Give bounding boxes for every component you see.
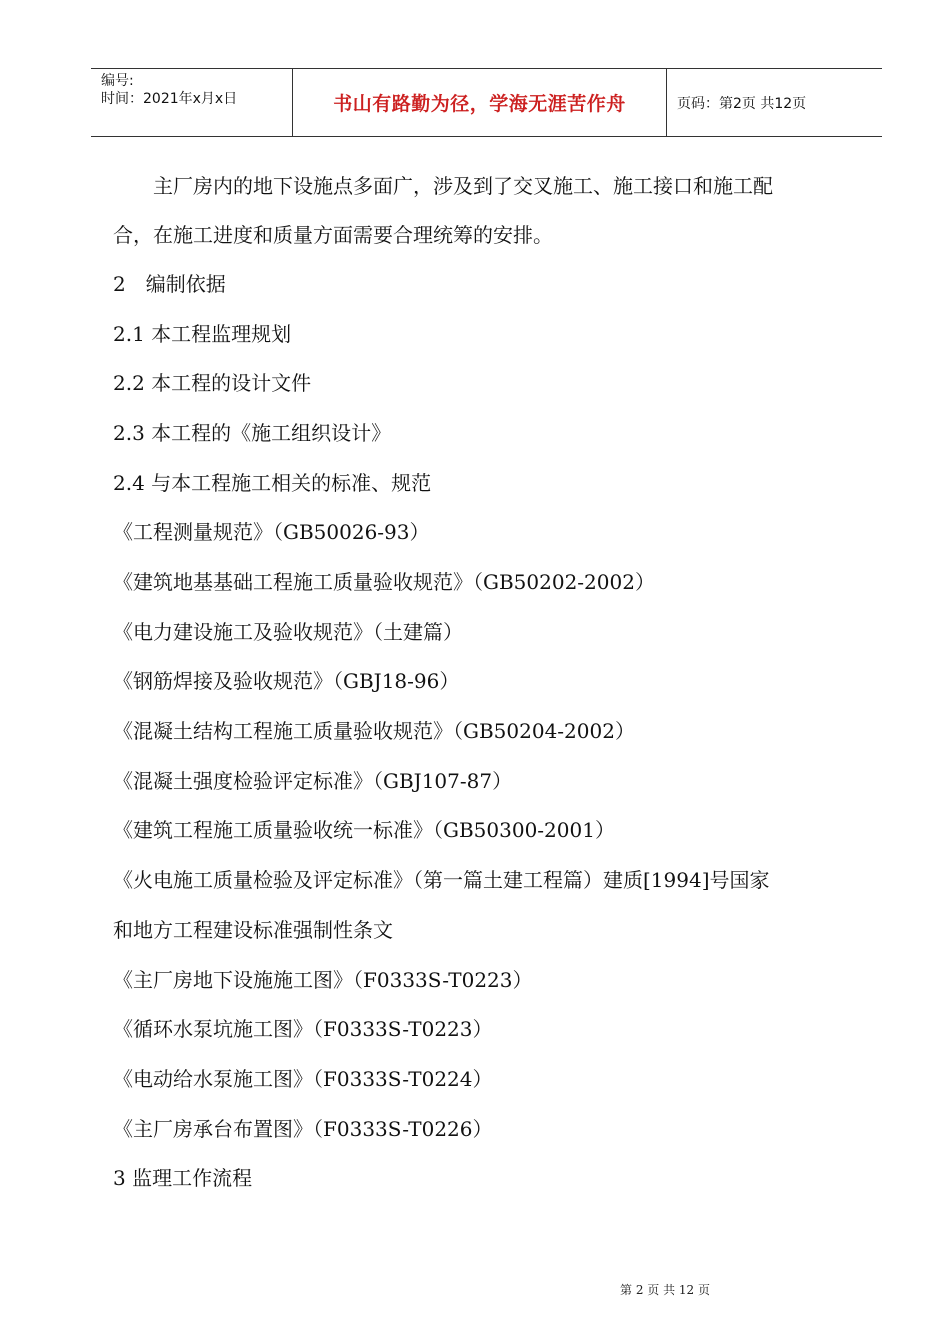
item-2-3: 2.3 本工程的《施工组织设计》 bbox=[113, 421, 392, 445]
item-2-1: 2.1 本工程监理规划 bbox=[113, 322, 292, 346]
standard-item: 《循环水泵坑施工图》（F0333S-T0223） bbox=[113, 1017, 493, 1041]
standard-item: 《工程测量规范》（GB50026-93） bbox=[113, 520, 430, 544]
standard-item: 《建筑工程施工质量验收统一标准》（GB50300-2001） bbox=[113, 818, 615, 842]
section-2-heading: 2 编制依据 bbox=[113, 272, 226, 296]
header-motto: 书山有路勤为径，学海无涯苦作舟 bbox=[333, 93, 626, 115]
standard-item: 《钢筋焊接及验收规范》（GBJ18-96） bbox=[113, 669, 460, 693]
header-motto-cell bbox=[293, 69, 667, 136]
document-number-label: 编号: bbox=[101, 73, 134, 89]
item-2-4: 2.4 与本工程施工相关的标准、规范 bbox=[113, 471, 432, 495]
standard-item: 《混凝土结构工程施工质量验收规范》（GB50204-2002） bbox=[113, 719, 635, 743]
page-footer: 第 2 页 共 12 页 bbox=[620, 1283, 710, 1297]
page-header bbox=[91, 68, 882, 137]
intro-paragraph-line-1: 主厂房内的地下设施点多面广，涉及到了交叉施工、施工接口和施工配 bbox=[153, 174, 773, 198]
header-page-cell bbox=[667, 69, 882, 136]
document-date-label: 时间：2021年x月x日 bbox=[101, 91, 238, 107]
standard-item: 《电力建设施工及验收规范》（土建篇） bbox=[113, 620, 463, 644]
section-3-heading: 3 监理工作流程 bbox=[113, 1166, 253, 1190]
item-2-2: 2.2 本工程的设计文件 bbox=[113, 371, 312, 395]
standard-item: 《主厂房地下设施施工图》（F0333S-T0223） bbox=[113, 968, 533, 992]
standard-item: 《火电施工质量检验及评定标准》（第一篇土建工程篇）建质[1994]号国家 bbox=[113, 868, 770, 892]
standard-item-continuation: 和地方工程建设标准强制性条文 bbox=[113, 918, 393, 942]
standard-item: 《建筑地基基础工程施工质量验收规范》（GB50202-2002） bbox=[113, 570, 655, 594]
header-meta-cell bbox=[91, 69, 293, 136]
standard-item: 《混凝土强度检验评定标准》（GBJ107-87） bbox=[113, 769, 513, 793]
intro-paragraph-line-2: 合，在施工进度和质量方面需要合理统筹的安排。 bbox=[113, 223, 553, 247]
header-page-code: 页码：第2页 共12页 bbox=[677, 95, 807, 112]
standard-item: 《电动给水泵施工图》（F0333S-T0224） bbox=[113, 1067, 493, 1091]
standard-item: 《主厂房承台布置图》（F0333S-T0226） bbox=[113, 1117, 493, 1141]
